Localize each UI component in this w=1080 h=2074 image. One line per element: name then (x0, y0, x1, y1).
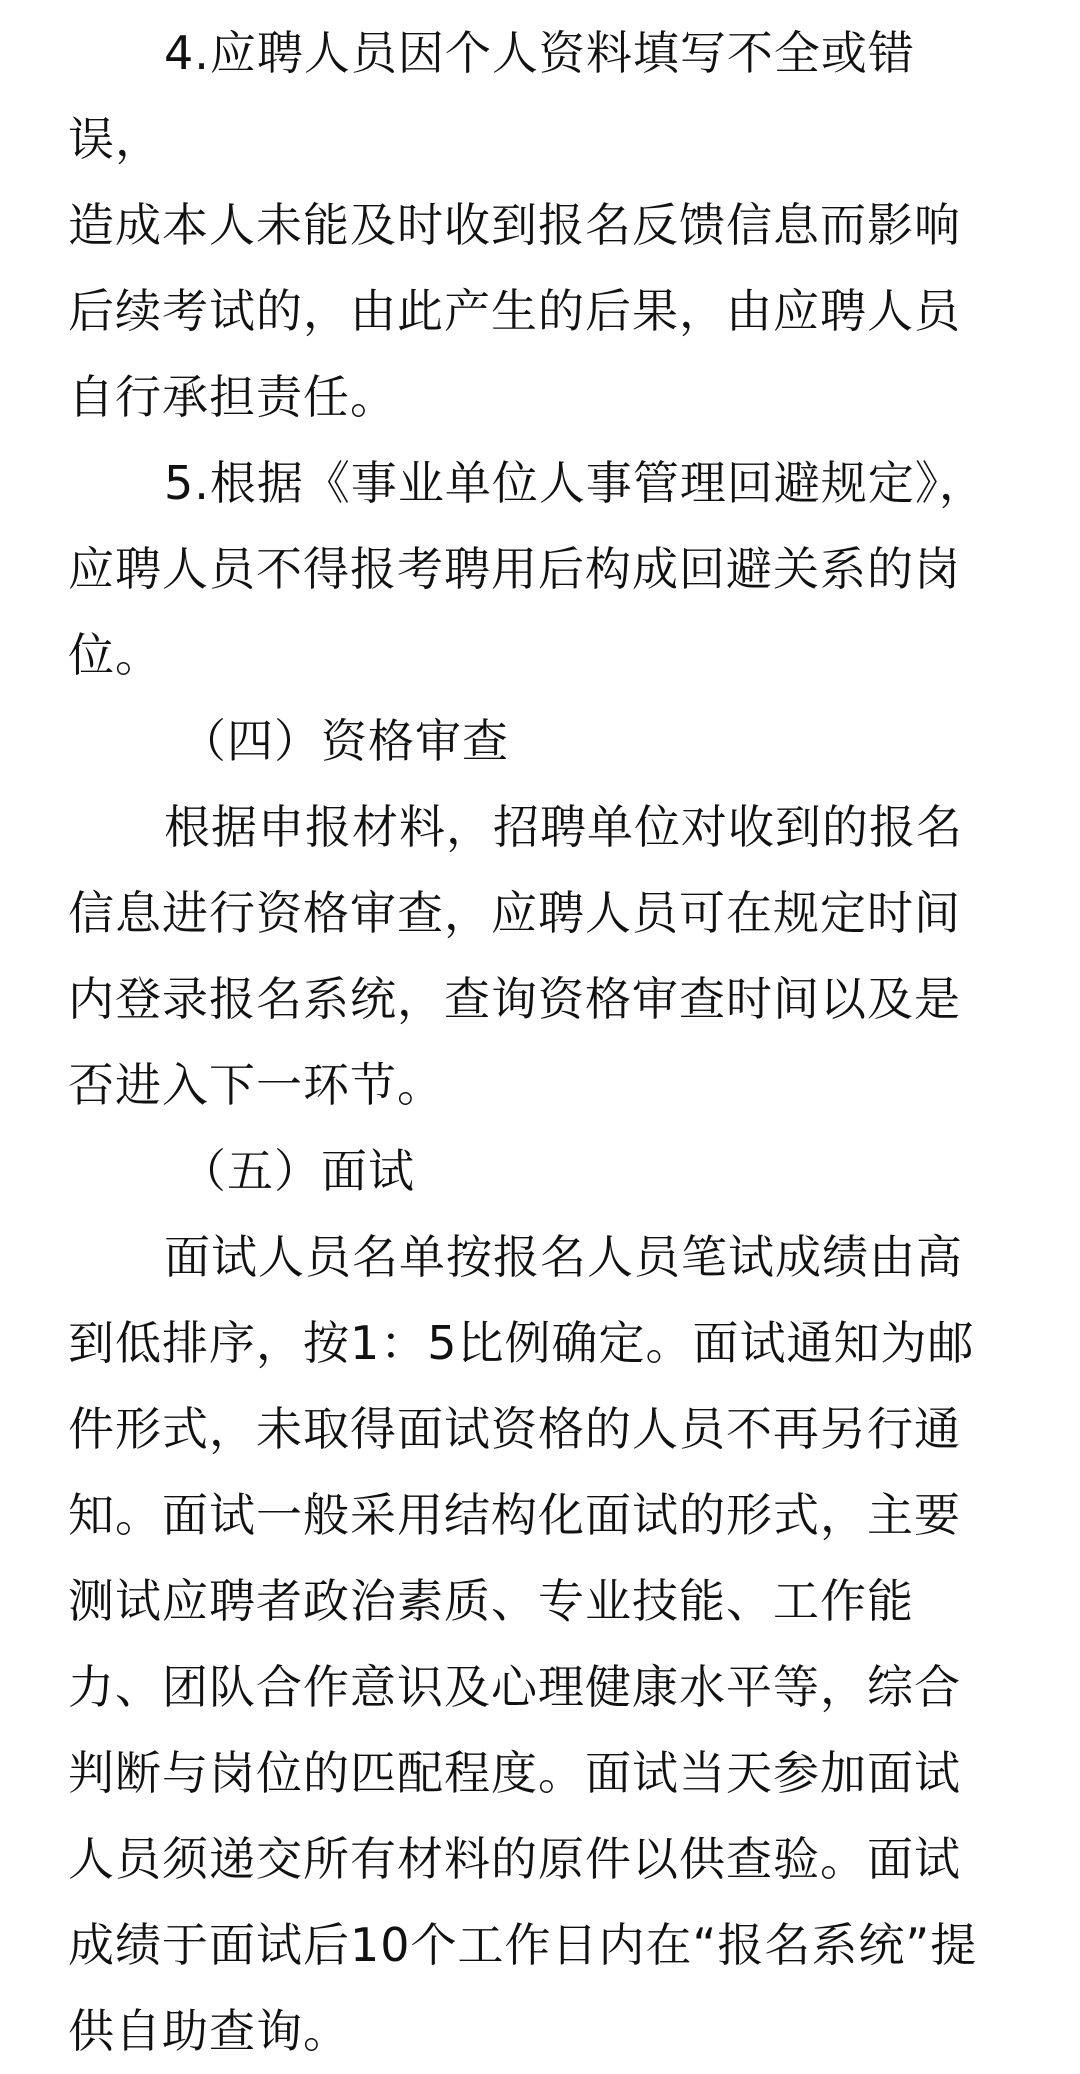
section-heading-qualification-review: （四）资格审查 (180, 714, 509, 768)
section-heading-interview: （五）面试 (180, 1144, 415, 1198)
document-body (68, 10, 998, 2074)
paragraph-qualification-review: 根据申报材料，招聘单位对收到的报名 信息进行资格审查，应聘人员可在规定时间 内登录报名系统，查询资格审查时间以及是 否进入下一环节。 (68, 800, 963, 1112)
paragraph-interview: 面试人员名单按报名人员笔试成绩由高 到低排序，按1：5比例确定。面试通知为邮 件形式，未取得面试资格的人员不再另行通 知。面试一般采用结构化面试的形式，主要 测试应聘者政治素质、专业技能、工作能 力、团队合作意识及心理健康水平等，综合 判断与岗位的匹配程度。面试当天参加面试 人员须递交所有材料的原件以供查验。面试 成绩于面试后10个工作日内在“报名系统”提 供自助查询。 (68, 1230, 978, 2058)
paragraph-item-4: 4.应聘人员因个人资料填写不全或错误， 造成本人未能及时收到报名反馈信息而影响 后续考试的，由此产生的后果，由应聘人员 自行承担责任。 (68, 26, 961, 424)
paragraph-item-5: 5.根据《事业单位人事管理回避规定》， 应聘人员不得报考聘用后构成回避关系的岗 位。 (68, 456, 986, 682)
